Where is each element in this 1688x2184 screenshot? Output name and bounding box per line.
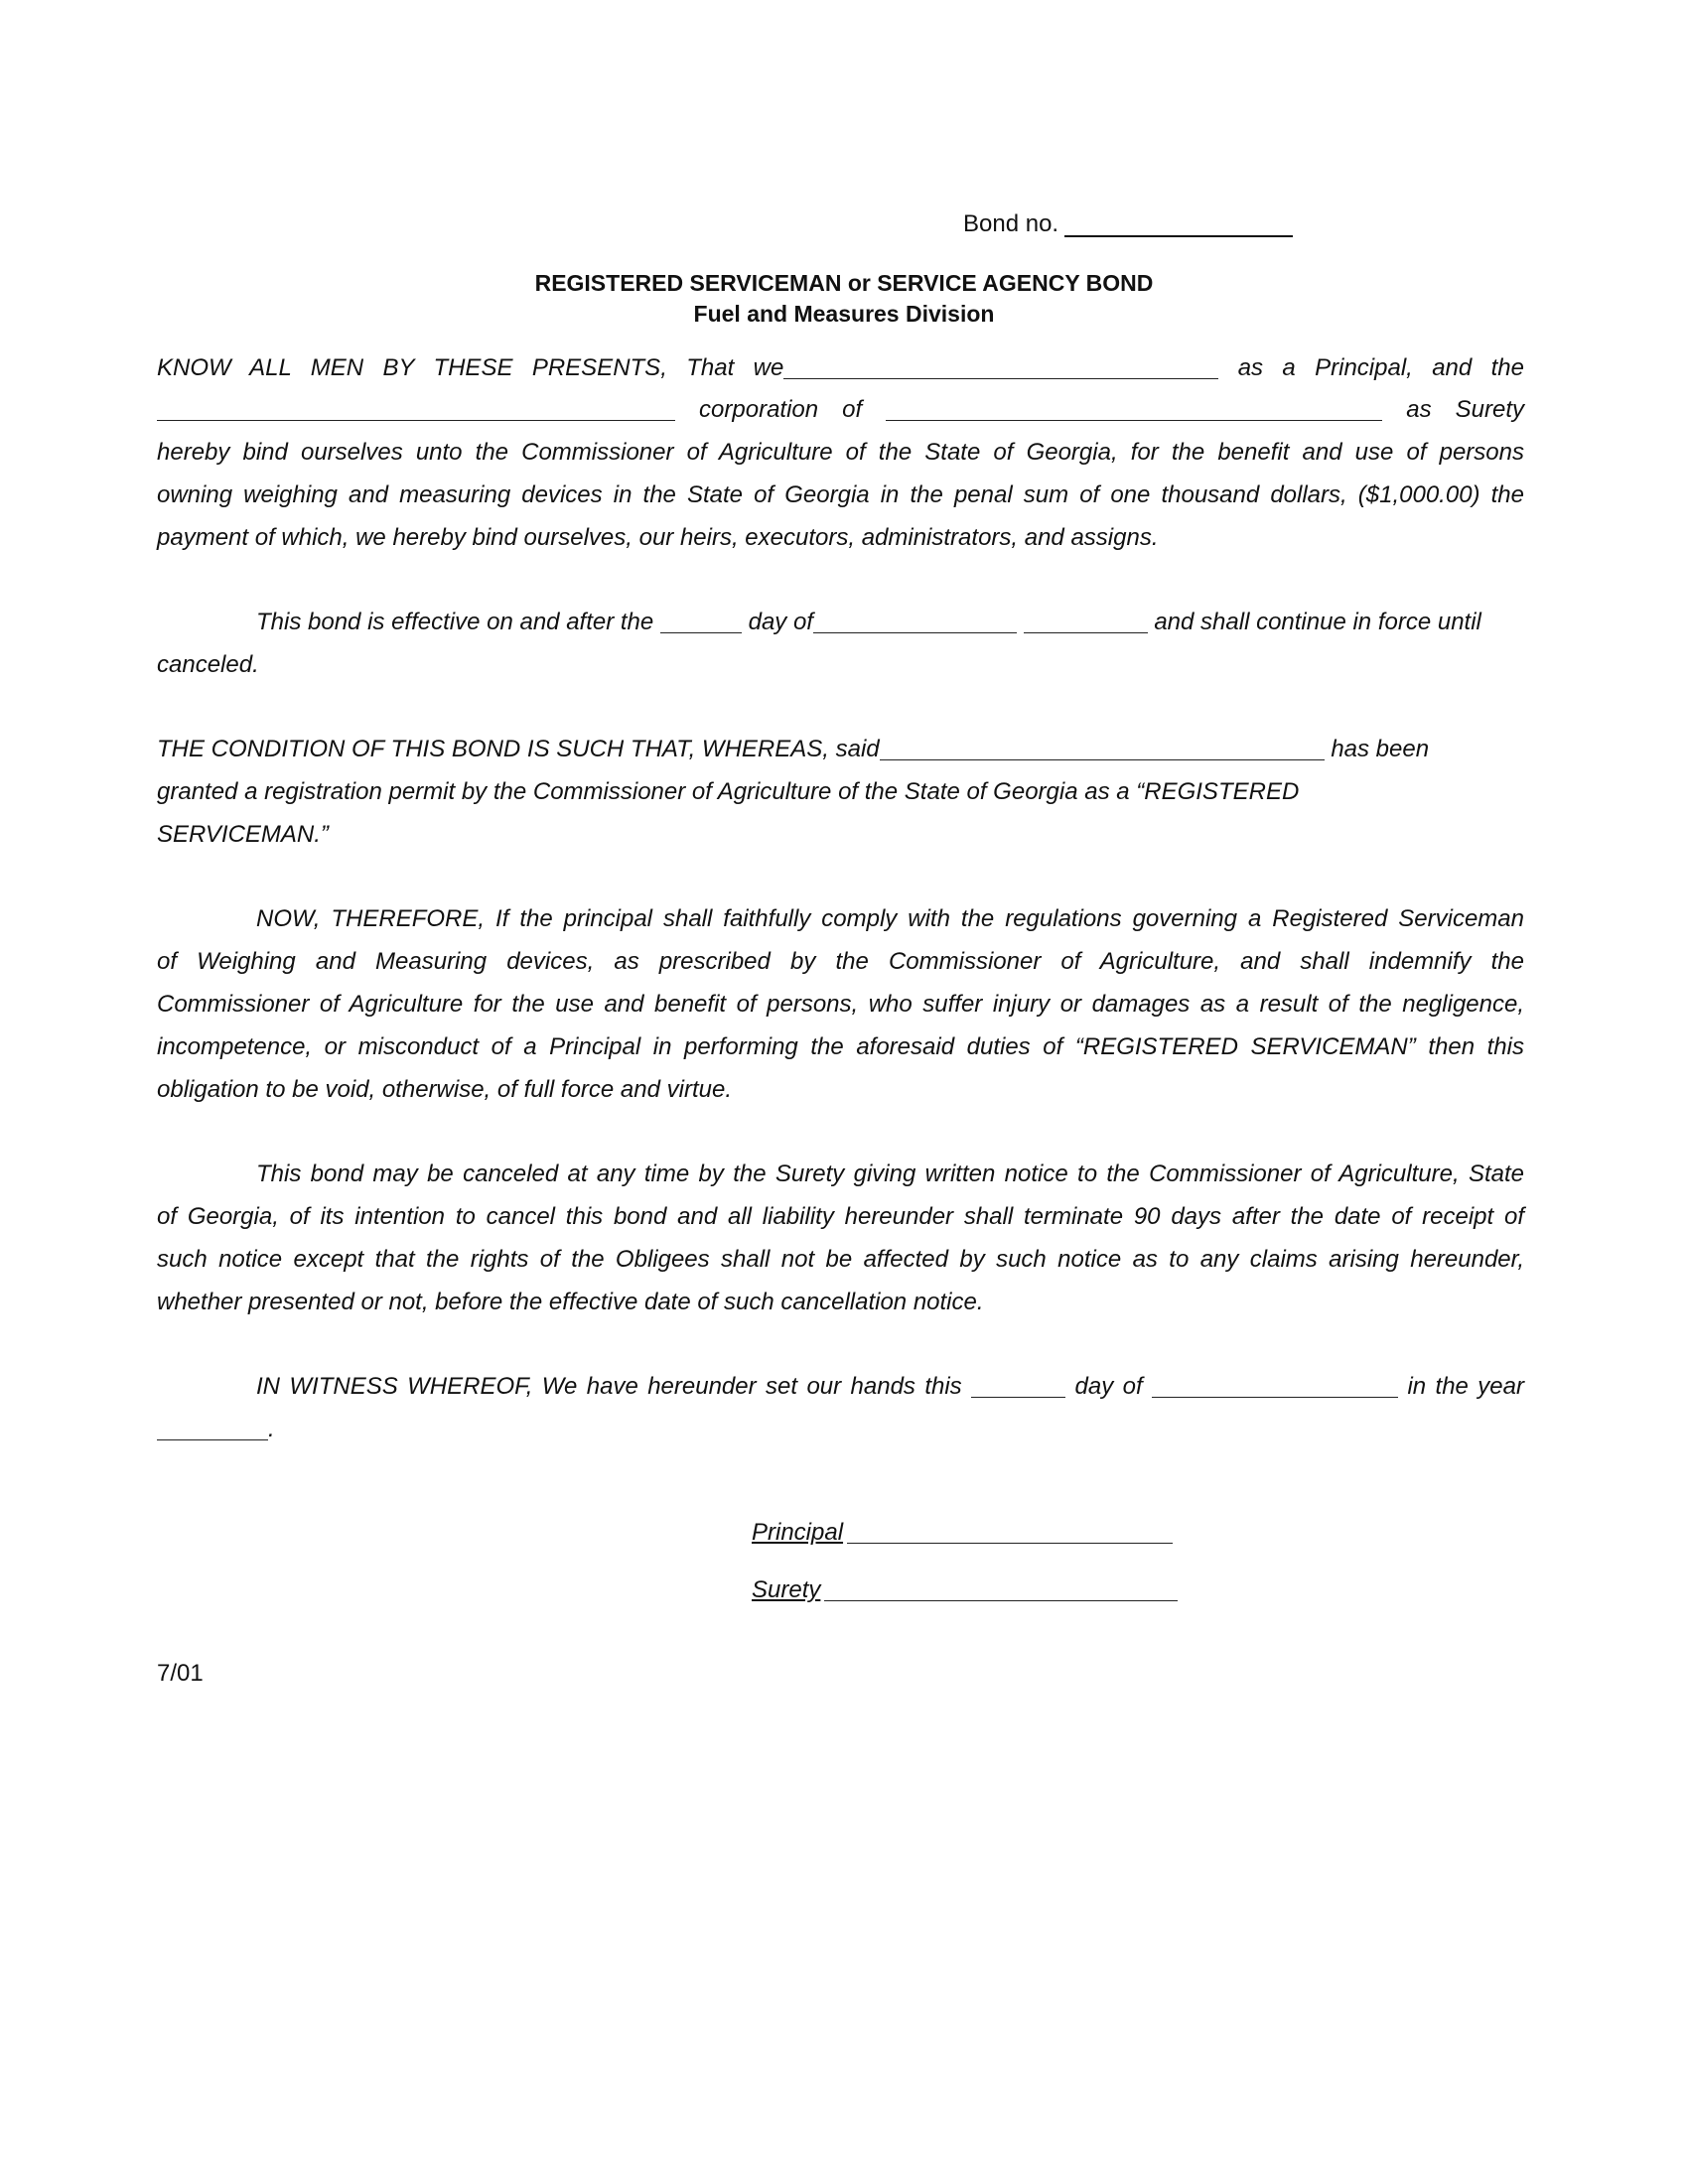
para1-line5: payment of which, we hereby bind ourselves, our heirs, executors, administrators, and assigns. — [157, 524, 1159, 551]
para2-line2: canceled. — [157, 651, 259, 678]
surety-signature — [752, 1576, 1178, 1604]
bond-number-field — [963, 210, 1293, 238]
surety-label: Surety — [752, 1576, 821, 1603]
para3-line3: SERVICEMAN.” — [157, 821, 329, 848]
para4-line1: NOW, THEREFORE, If the principal shall faithfully comply with the regulations governing a Registered Serviceman — [256, 905, 1524, 932]
para5-line2: of Georgia, of its intention to cancel this bond and all liability hereunder shall terminate 90 days after the date of receipt of — [157, 1203, 1524, 1230]
para6-line1: IN WITNESS WHEREOF, We have hereunder set our hands this day of in the year — [256, 1373, 1524, 1400]
bond-number-label: Bond no. — [963, 210, 1059, 237]
effective-year-blank[interactable] — [1024, 611, 1148, 633]
para4-line4: incompetence, or misconduct of a Principal in performing the aforesaid duties of “REGISTERED SERVICEMAN” then this — [157, 1033, 1524, 1060]
para6-line2: . — [157, 1415, 1524, 1444]
effective-day-blank[interactable] — [660, 611, 742, 633]
para5-line4: whether presented or not, before the effective date of such cancellation notice. — [157, 1289, 984, 1315]
para1-line4: owning weighing and measuring devices in the State of Georgia in the penal sum of one thousand dollars, ($1,000.00) the — [157, 481, 1524, 508]
para4-line2: of Weighing and Measuring devices, as prescribed by the Commissioner of Agriculture, and shall indemnify the — [157, 948, 1524, 975]
witness-year-blank[interactable] — [157, 1418, 268, 1440]
para4-line5: obligation to be void, otherwise, of full force and virtue. — [157, 1076, 732, 1103]
principal-label: Principal — [752, 1519, 844, 1546]
para3-line1: THE CONDITION OF THIS BOND IS SUCH THAT, WHEREAS, said has been — [157, 736, 1430, 762]
surety-name-blank[interactable] — [157, 398, 675, 421]
principal-signature — [752, 1519, 1173, 1547]
surety-signature-blank[interactable] — [824, 1578, 1178, 1601]
principal-name-blank[interactable] — [783, 356, 1218, 379]
para4-line3: Commissioner of Agriculture for the use and benefit of persons, who suffer injury or damages as a result of the negligence, — [157, 991, 1524, 1018]
effective-month-blank[interactable] — [813, 611, 1017, 633]
principal-signature-blank[interactable] — [847, 1521, 1173, 1544]
bond-number-blank[interactable] — [1064, 211, 1293, 237]
para2-line1: This bond is effective on and after the day of and shall continue in force until — [256, 609, 1481, 635]
para5-line1: This bond may be canceled at any time by the Surety giving written notice to the Commissioner of Agriculture, State — [256, 1160, 1524, 1187]
form-revision-code: 7/01 — [157, 1660, 204, 1687]
witness-day-blank[interactable] — [971, 1375, 1065, 1398]
form-subtitle: Fuel and Measures Division — [693, 301, 995, 327]
para3-line2: granted a registration permit by the Commissioner of Agriculture of the State of Georgia as a “REGISTERED — [157, 778, 1300, 805]
serviceman-name-blank[interactable] — [880, 738, 1325, 760]
para1-line3: hereby bind ourselves unto the Commissioner of Agriculture of the State of Georgia, for the benefit and use of persons — [157, 439, 1524, 466]
form-title: REGISTERED SERVICEMAN or SERVICE AGENCY BOND — [534, 270, 1154, 296]
para1-line2: corporation of as Surety — [157, 395, 1524, 425]
witness-month-blank[interactable] — [1152, 1375, 1398, 1398]
para5-line3: such notice except that the rights of the Obligees shall not be affected by such notice as to any claims arising hereunder, — [157, 1246, 1524, 1273]
para1-line1: KNOW ALL MEN BY THESE PRESENTS, That we as a Principal, and the — [157, 354, 1524, 381]
surety-state-blank[interactable] — [886, 398, 1382, 421]
